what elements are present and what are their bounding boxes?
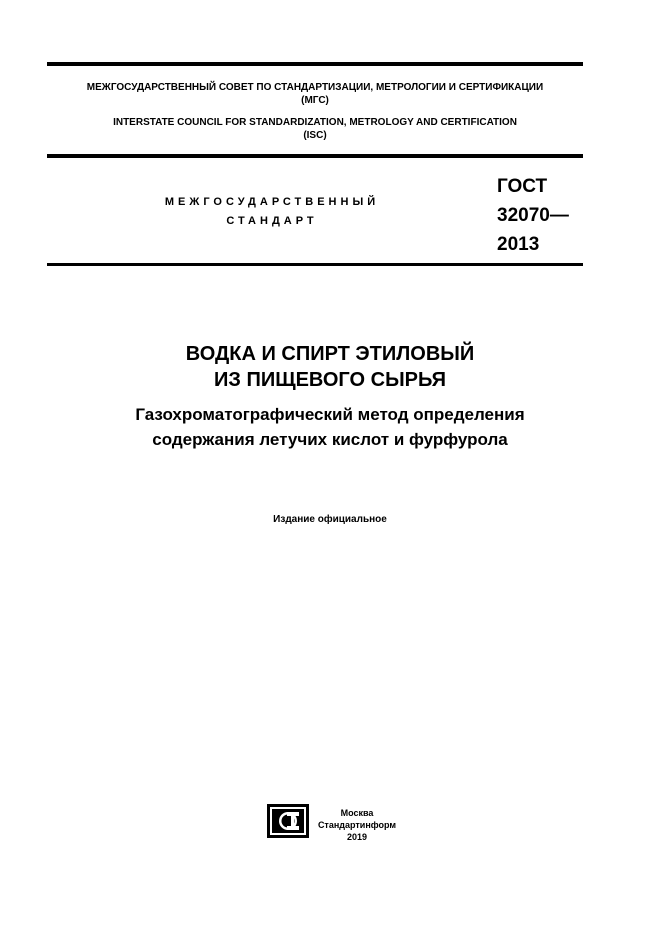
- standard-code-line3: 2013: [497, 234, 540, 255]
- publisher-city: Москва: [340, 808, 374, 818]
- council-name-ru-line1: МЕЖГОСУДАРСТВЕННЫЙ СОВЕТ ПО СТАНДАРТИЗАЦИИ, МЕТРОЛОГИИ И СЕРТИФИКАЦИИ: [86, 82, 544, 93]
- standard-code-line2: 32070—: [497, 205, 569, 226]
- council-name-en-line1: INTERSTATE COUNCIL FOR STANDARDIZATION, METROLOGY AND CERTIFICATION: [113, 117, 517, 128]
- publisher-name: Стандартинформ: [317, 820, 397, 830]
- standard-code: [497, 172, 569, 259]
- standard-label-line2: СТАНДАРТ: [226, 215, 318, 227]
- top-rule: [47, 62, 583, 66]
- publication-year: 2019: [346, 832, 368, 842]
- bottom-rule: [47, 263, 583, 266]
- standard-label-line1: МЕЖГОСУДАРСТВЕННЫЙ: [164, 196, 380, 208]
- document-subtitle-line2: содержания летучих кислот и фурфурола: [152, 430, 508, 449]
- document-title-line1: ВОДКА И СПИРТ ЭТИЛОВЫЙ: [185, 343, 475, 365]
- document-subtitle-line1: Газохроматографический метод определения: [135, 405, 525, 424]
- standard-code-line1: ГОСТ: [497, 176, 548, 197]
- council-abbr-ru: (МГС): [301, 95, 329, 106]
- council-name-ru: [47, 81, 583, 107]
- edition-note: Издание официальное: [273, 514, 387, 525]
- council-name-en: [47, 116, 583, 142]
- council-abbr-en: (ISC): [303, 130, 327, 141]
- middle-rule: [47, 154, 583, 158]
- document-title-line2: ИЗ ПИЩЕВОГО СЫРЬЯ: [214, 369, 446, 391]
- standartinform-logo-icon: [267, 804, 309, 838]
